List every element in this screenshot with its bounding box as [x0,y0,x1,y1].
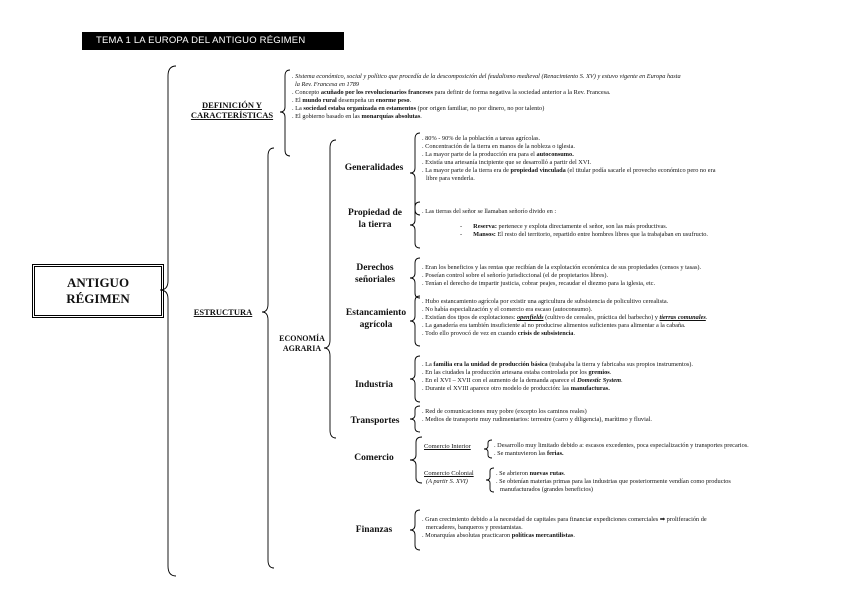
estructura-bracket [262,148,276,568]
cat-derechos [340,262,410,286]
derechos-label-1: Derechos [356,263,394,273]
finanzas-item-1: . Gran crecimiento debido a la necesidad de capitales para financiar expediciones comerciales ➡ proliferación de [422,516,707,523]
cat-transportes: Transportes [350,416,400,426]
cat-finanzas: Finanzas [355,525,393,535]
transportes-item-2: . Medios de transporte muy rudimentarios: terrestre (carro y diligencia), marítimo y fluvial. [422,416,652,423]
propiedad-label-1: Propiedad de [348,208,402,218]
cat-generalidades: Generalidades [344,163,404,173]
interior-bracket [484,440,494,458]
section-estructura: ESTRUCTURA [193,307,253,317]
finanzas-item-1b: mercaderes, banqueros y prestamistas. [426,524,523,531]
estancamiento-label-1: Estancamiento [345,308,407,318]
finanzas-bracket [410,510,422,550]
estancamiento-item-4: . La ganadería era también insuficiente al no producirse alimentos suficientes para alimentar a la cabaña. [422,322,686,329]
transportes-bracket [410,406,422,432]
estancamiento-bracket [410,296,422,346]
derechos-list [422,264,701,288]
comercio-colonial-label: Comercio Colonial [424,470,474,477]
generalidades-item-5b: libre para venderla. [426,175,475,182]
root-concept-box [34,266,162,316]
root-bracket [160,66,180,576]
comercio-colonial-list [496,470,731,494]
propiedad-list [422,208,708,239]
finanzas-list [422,516,707,540]
comercio-interior-list [494,442,749,458]
derechos-item-3: . Tenían el derecho de impartir justicia, cobrar peajes, recaudar el diezmo para la iglesia, etc. [422,280,656,287]
definicion-item-1: . Sistema económico, social y político que procedía de la descomposición del feudalismo medieval (Renacimiento S. XV) y estuvo vigente en Europa hasta [292,73,681,80]
estancamiento-item-3: . Existían dos tipos de explotaciones: openfields (cultivo de cereales, práctica del barbecho) y tierras comunales. [422,314,708,321]
economia-label-2: AGRARIA [282,344,322,353]
propiedad-label-2: la tierra [358,220,392,230]
definicion-label-1: DEFINICIÓN Y [202,100,262,110]
propiedad-item-mansos: - Mansos: El resto del territorio, repartido entre hombres libres que la trabajaban en usufructo. [460,231,708,238]
interior-item-1: . Desarrollo muy limitado debido a: escasos excedentes, poca especialización y transportes precarios. [494,442,749,449]
root-line-2: RÉGIMEN [66,291,130,306]
definicion-item-5: . El gobierno basado en las monarquías absolutas. [292,113,422,120]
page-title: TEMA 1 LA EUROPA DEL ANTIGUO RÉGIMEN [82,32,344,50]
derechos-item-2: . Poseían control sobre el señorío jurisdiccional (el de propietarios libres). [422,272,609,279]
transportes-item-1: . Red de comunicaciones muy pobre (excepto los caminos reales) [422,408,587,415]
derechos-bracket [410,258,422,298]
interior-item-2: . Se mantuvieron las ferias. [494,450,564,457]
generalidades-list [422,135,716,183]
root-line-1: ANTIGUO [66,275,130,290]
comercio-interior-label: Comercio Interior [424,443,471,450]
transportes-list [422,408,652,424]
definicion-bracket [280,70,292,156]
definicion-label-2: CARACTERÍSTICAS [190,110,274,120]
section-definicion [186,100,278,120]
finanzas-item-2: . Monarquías absolutas practicaron políticas mercantilistas. [422,532,575,539]
industria-bracket [410,356,422,402]
cat-industria: Industria [354,380,393,390]
economia-agraria-label [274,334,330,354]
colonial-bracket [486,468,496,492]
colonial-item-2b: manufacturados (grandes beneficios) [500,486,594,493]
industria-list [422,361,693,393]
industria-item-2: . En las ciudades la producción artesana estaba controlada por los gremios. [422,369,612,376]
propiedad-item-reserva: - Reserva: pertenece y explota directamente el señor, son las más productivas. [460,223,668,230]
generalidades-item-4: . Existía una artesanía incipiente que se desarrolló a partir del XVI. [422,159,592,166]
definicion-item-3: . El mundo rural desempeña un enorme peso. [292,97,412,104]
cat-comercio: Comercio [354,453,394,463]
derechos-item-1: . Eran los beneficios y las rentas que recibían de la explotación económica de sus propiedades (censos y tasas). [422,264,702,271]
estancamiento-list [422,298,707,338]
generalidades-item-3: . La mayor parte de la producción era para el autoconsumo. [422,151,574,158]
generalidades-item-5: . La mayor parte de la tierra era de propiedad vinculada (el titular podía sacarle el provecho económico pero no era [422,167,716,174]
cat-propiedad [338,207,412,231]
estancamiento-label-2: agrícola [359,320,393,330]
estancamiento-item-2: . No había especialización y el comercio era escaso (autoconsumo). [422,306,593,313]
industria-item-3: . En el XVI – XVII con el aumento de la demanda aparece el Domestic System. [422,377,623,384]
estancamiento-item-5: . Todo ello provocó de vez en cuando crisis de subsistencia. [422,330,576,337]
economia-bracket [324,140,338,438]
cat-estancamiento [338,307,414,331]
economia-label-1: ECONOMÍA [279,334,325,343]
definicion-list [292,73,782,121]
definicion-item-1b: la Rev. Francesa en 1789 [295,81,360,88]
definicion-item-4: . La sociedad estaba organizada en estamentos (por origen familiar, no por dinero, no por talento) [292,105,545,112]
comercio-bracket [410,437,424,483]
comercio-colonial-block [424,470,474,486]
generalidades-item-2: . Concentración de la tierra en manos de la nobleza o iglesia. [422,143,575,150]
definicion-item-2: . Concepto acuñado por los revolucionarios franceses para definir de forma negativa la sociedad anterior a la Rev. Francesa. [292,89,611,96]
propiedad-bracket [410,202,422,248]
colonial-item-2: . Se obtenían materias primas para las industrias que posteriormente vendían como productos [496,478,731,485]
derechos-label-2: señoriales [354,275,396,285]
industria-item-4: . Durante el XVIII aparece otro modelo de producción: las manufacturas. [422,385,610,392]
industria-item-1: . La familia era la unidad de producción básica (trabajaba la tierra y fabricaba sus propios instrumentos). [422,361,693,368]
propiedad-item-1: . Las tierras del señor se llamaban señorío divido en : [422,208,557,215]
comercio-colonial-note: (A partir S. XVI) [426,478,468,485]
estancamiento-item-1: . Hubo estancamiento agrícola por existir una agricultura de subsistencia de policultivo cerealista. [422,298,669,305]
colonial-item-1: . Se abrieron nuevas rutas. [496,470,566,477]
generalidades-item-1: . 80% - 90% de la población a tareas agrícolas. [422,135,541,142]
